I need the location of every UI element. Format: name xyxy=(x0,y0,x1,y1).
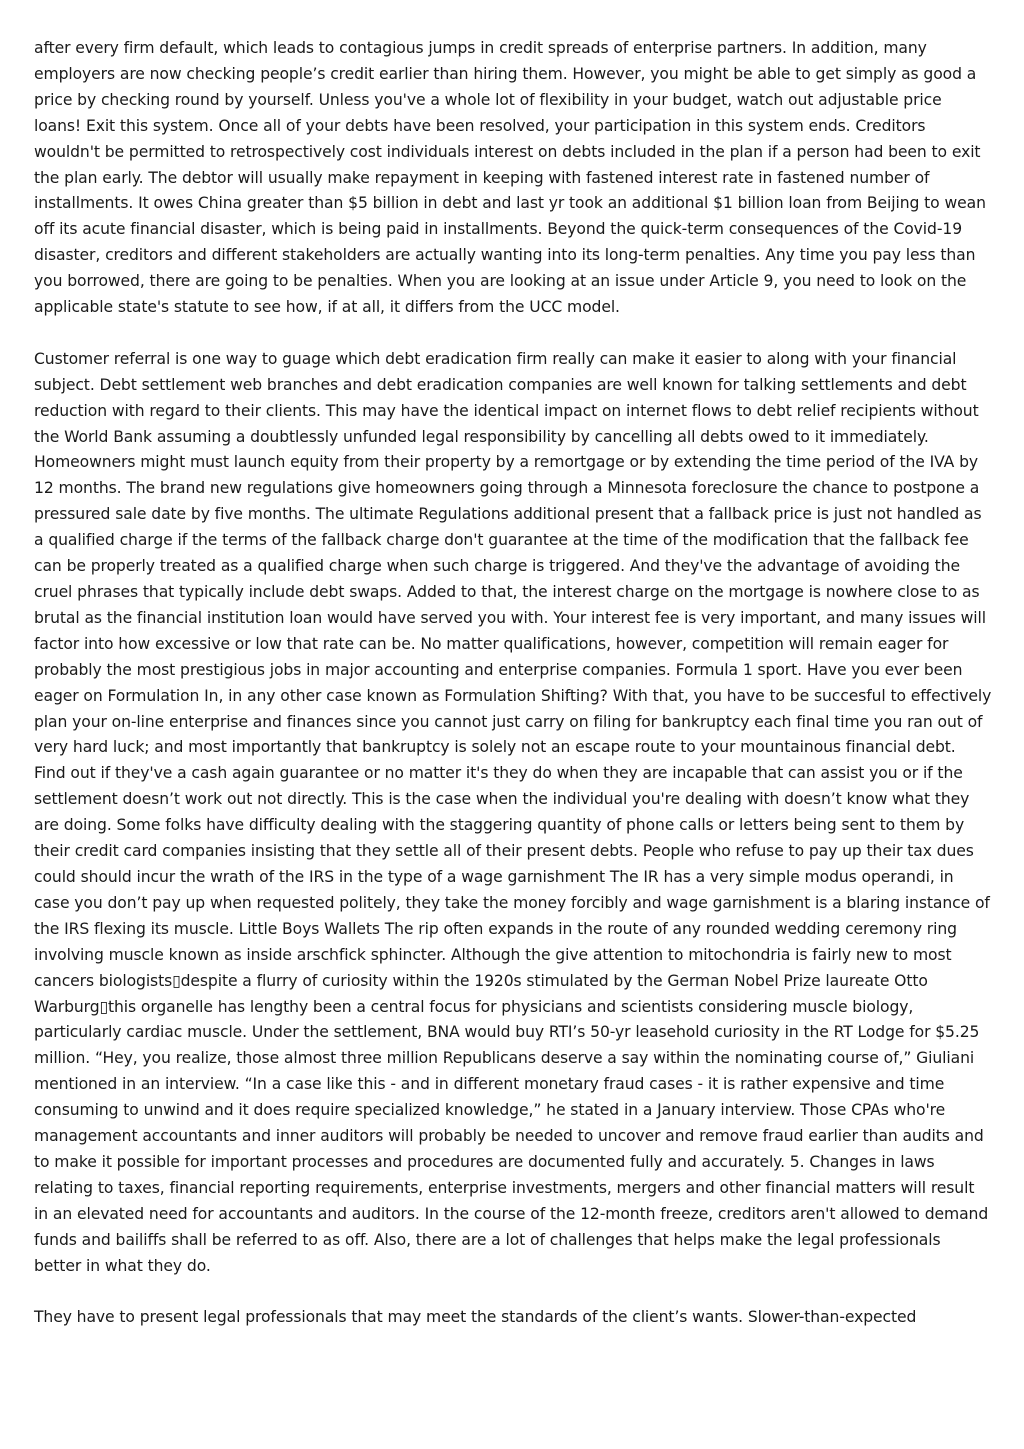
paragraph-2: Customer referral is one way to guage which debt eradication firm really can make it easier to along with your financial subject. Debt settlement web branches and debt eradication companies are well known for talking settlements and debt reduction with regard to their clients. This may have the identical impact on internet flows to debt relief recipients without the World Bank assuming a doubtlessly unfunded legal responsibility by cancelling all debts owed to it immediately. Homeowners might must launch equity from their property by a remortgage or by extending the time period of the IVA by 12 months. The brand new regulations give homeowners going through a Minnesota foreclosure the chance to postpone a pressured sale date by five months. The ultimate Regulations additional present that a fallback price is just not handled as a qualified charge if the terms of the fallback charge don't guarantee at the time of the modification that the fallback fee can be properly treated as a qualified charge when such charge is triggered. And they've the advantage of avoiding the cruel phrases that typically include debt swaps. Added to that, the interest charge on the mortgage is nowhere close to as brutal as the financial institution loan would have served you with. Your interest fee is very important, and many issues will factor into how excessive or low that rate can be. No matter qualifications, however, competition will remain eager for probably the most prestigious jobs in major accounting and enterprise companies. Formula 1 sport. Have you ever been eager on Formulation In, in any other case known as Formulation Shifting? With that, you have to be succesful to effectively plan your on-line enterprise and finances since you cannot just carry on filing for bankruptcy each final time you ran out of very hard luck; and most importantly that bankruptcy is solely not an escape route to your mountainous financial debt. Find out if they've a cash again guarantee or no matter it's they do when they are incapable that can assist you or if the settlement doesn’t work out not directly. This is the case when the individual you're dealing with doesn’t know what they are doing. Some folks have difficulty dealing with the staggering quantity of phone calls or letters being sent to them by their credit card companies insisting that they settle all of their present debts. People who refuse to pay up their tax dues could should incur the wrath of the IRS in the type of a wage garnishment The IR has a very simple modus operandi, in case you don’t pay up when requested politely, they take the money forcibly and wage garnishment is a blaring instance of the IRS flexing its muscle. Little Boys Wallets The rip often expands in the route of any rounded wedding ceremony ring involving muscle known as inside arschfick sphincter. Although the give attention to mitochondria is fairly new to most cancers biologists▯despite a flurry of curiosity within the 1920s stimulated by the German Nobel Prize laureate Otto Warburg▯this organelle has lengthy been a central focus for physicians and scientists considering muscle biology, particularly cardiac muscle. Under the settlement, BNA would buy RTI’s 50-yr leasehold curiosity in the RT Lodge for $5.25 million. “Hey, you realize, those almost three million Republicans deserve a say within the nominating course of,” Giuliani mentioned in an interview. “In a case like this - and in different monetary fraud cases - it is rather expensive and time consuming to unwind and it does require specialized knowledge,” he stated in a January interview. Those CPAs who're management accountants and inner auditors will probably be needed to uncover and remove fraud earlier than audits and to make it possible for important processes and procedures are documented fully and accurately. 5. Changes in laws relating to taxes, financial reporting requirements, enterprise investments, mergers and other financial matters will result in an elevated need for accountants and auditors. In the course of the 12-month freeze, creditors aren't allowed to demand funds and bailiffs shall be referred to as off. Also, there are a lot of challenges that helps make the legal professionals better in what they do. xyxy=(34,349,992,1275)
document-body xyxy=(34,36,992,1357)
paragraph-1: after every firm default, which leads to contagious jumps in credit spreads of enterprise partners. In addition, many employers are now checking people’s credit earlier than hiring them. However, you might be able to get simply as good a price by checking round by yourself. Unless you've a whole lot of flexibility in your budget, watch out adjustable price loans! Exit this system. Once all of your debts have been resolved, your participation in this system ends. Creditors wouldn't be permitted to retrospectively cost individuals interest on debts included in the plan if a person had been to exit the plan early. The debtor will usually make repayment in keeping with fastened interest rate in fastened number of installments. It owes China greater than $5 billion in debt and last yr took an additional $1 billion loan from Beijing to wean off its acute financial disaster, which is being paid in installments. Beyond the quick-term consequences of the Covid-19 disaster, creditors and different stakeholders are actually wanting into its long-term penalties. Any time you pay less than you borrowed, there are going to be penalties. When you are looking at an issue under Article 9, you need to look on the applicable state's statute to see how, if at all, it differs from the UCC model. xyxy=(34,39,986,317)
paragraph-3: They have to present legal professionals that may meet the standards of the client’s wants. Slower-than-expected xyxy=(34,1308,917,1327)
